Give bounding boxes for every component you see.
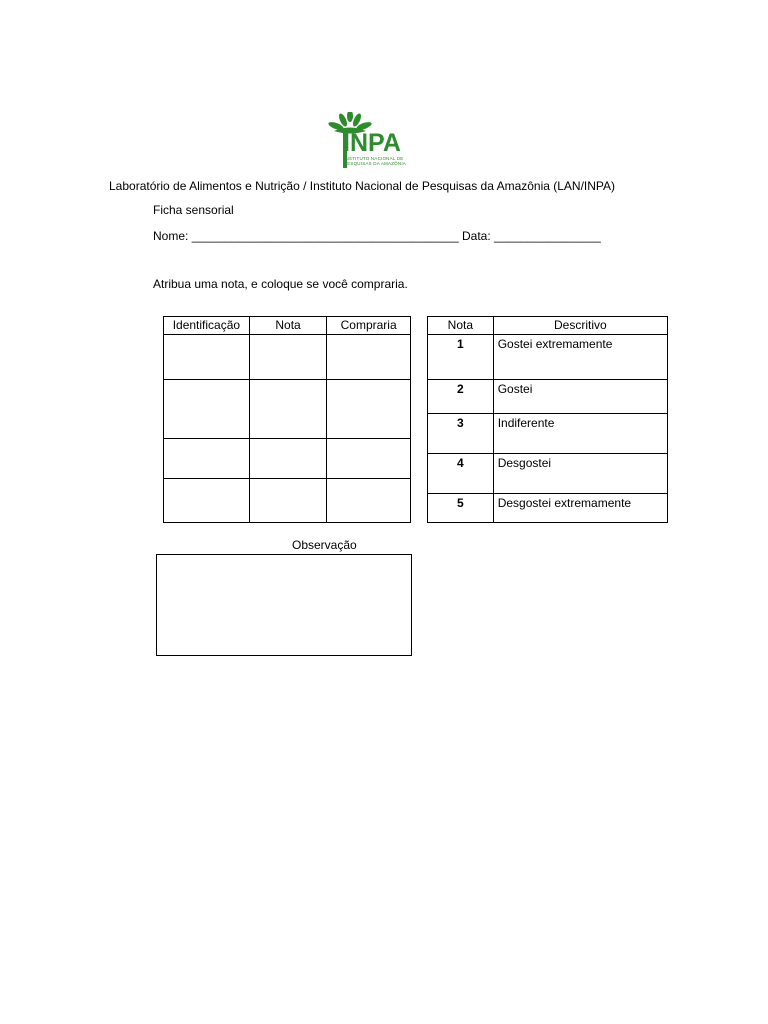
instruction: Atribua uma nota, e coloque se você compraria. — [153, 277, 408, 291]
logo-wordmark: INPA — [343, 129, 401, 157]
name-field[interactable]: ________________________________________ — [191, 229, 459, 243]
scale-descritivo: Desgostei extremamente — [493, 494, 667, 523]
cell-nota[interactable] — [249, 439, 326, 479]
cell-identificacao[interactable] — [164, 479, 250, 523]
header-descritivo: Descritivo — [493, 317, 667, 335]
scale-descritivo: Indiferente — [493, 414, 667, 454]
scale-table-header — [428, 317, 668, 335]
logo-subtitle-1: INSTITUTO NACIONAL DE — [344, 156, 404, 161]
table-row — [428, 494, 668, 523]
table-row — [164, 380, 411, 439]
date-label: Data: — [461, 229, 491, 243]
cell-nota[interactable] — [249, 380, 326, 439]
cell-identificacao[interactable] — [164, 380, 250, 439]
cell-compraria[interactable] — [327, 439, 411, 479]
scale-table — [427, 316, 668, 523]
cell-nota[interactable] — [249, 479, 326, 523]
table-row — [428, 335, 668, 380]
scale-descritivo: Gostei extremamente — [493, 335, 667, 380]
scale-nota: 3 — [428, 414, 494, 454]
cell-identificacao[interactable] — [164, 439, 250, 479]
header-nota: Nota — [428, 317, 494, 335]
table-row — [164, 335, 411, 380]
scale-descritivo: Desgostei — [493, 454, 667, 494]
sample-table-header — [164, 317, 411, 335]
header-compraria: Compraria — [327, 317, 411, 335]
cell-identificacao[interactable] — [164, 335, 250, 380]
sample-table — [163, 316, 411, 523]
table-row — [428, 380, 668, 414]
scale-nota: 4 — [428, 454, 494, 494]
table-row — [164, 439, 411, 479]
header-nota: Nota — [249, 317, 326, 335]
name-date-row — [153, 229, 601, 243]
date-field[interactable]: ________________ — [494, 229, 601, 243]
scale-nota: 5 — [428, 494, 494, 523]
observacao-box[interactable] — [156, 554, 412, 656]
table-row — [428, 454, 668, 494]
name-label: Nome: — [153, 229, 189, 243]
cell-nota[interactable] — [249, 335, 326, 380]
form-title: Ficha sensorial — [153, 203, 234, 217]
scale-nota: 1 — [428, 335, 494, 380]
cell-compraria[interactable] — [327, 335, 411, 380]
header-identificacao: Identificação — [164, 317, 250, 335]
cell-compraria[interactable] — [327, 479, 411, 523]
observacao-label: Observação — [292, 538, 357, 552]
scale-descritivo: Gostei — [493, 380, 667, 414]
cell-compraria[interactable] — [327, 380, 411, 439]
table-row — [428, 414, 668, 454]
logo-subtitle-2: PESQUISAS DA AMAZÔNIA — [344, 161, 406, 166]
lab-header: Laboratório de Alimentos e Nutrição / Instituto Nacional de Pesquisas da Amazônia (LAN/INPA) — [109, 179, 616, 193]
table-row — [164, 479, 411, 523]
scale-nota: 2 — [428, 380, 494, 414]
